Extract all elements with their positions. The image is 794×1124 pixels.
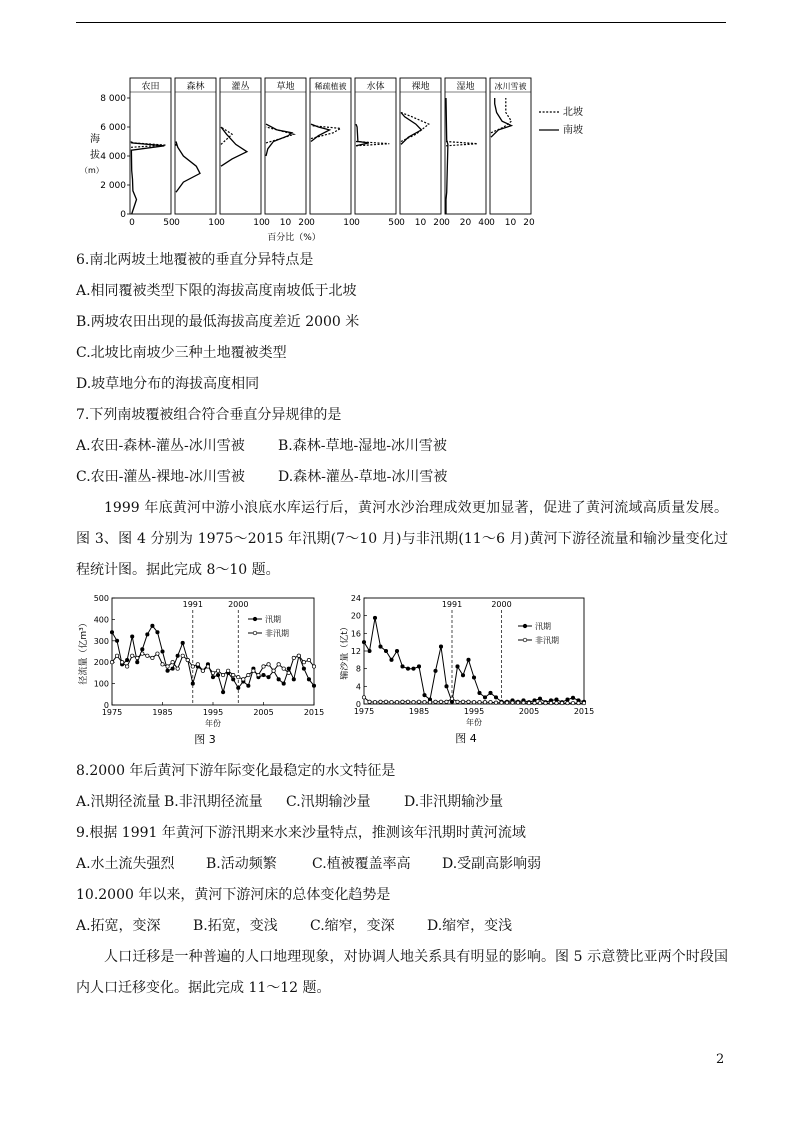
data-point <box>136 656 139 659</box>
y-tick-label: 400 <box>93 615 109 625</box>
data-point <box>307 658 310 661</box>
marker-label: 1991 <box>182 600 203 609</box>
passage-zambia-migration: 人口迁移是一种普遍的人口地理现象，对协调人地关系具有明显的影响。图 5 示意赞比亚两个时段国内人口迁移变化。据此完成 11～12 题。 <box>76 949 728 996</box>
q10-stem: 10.2000 年以来，黄河下游河床的总体变化趋势是 <box>76 887 391 903</box>
data-point <box>312 684 315 687</box>
panel-frame <box>220 78 261 214</box>
data-point <box>417 665 420 668</box>
figure-caption: 图 3 <box>194 733 216 746</box>
header-rule <box>76 22 726 23</box>
data-point <box>211 671 214 674</box>
data-point <box>472 701 475 704</box>
data-point <box>221 673 224 676</box>
data-point <box>247 684 250 687</box>
y-tick-label: 4 <box>355 682 361 692</box>
q7-option-b[interactable]: B.森林-草地-湿地-冰川雪被 <box>278 438 447 454</box>
data-point <box>544 701 547 704</box>
data-point <box>282 667 285 670</box>
q8-option-c[interactable]: C.汛期输沙量 <box>286 794 371 810</box>
q10-option-a[interactable]: A.拓宽，变深 <box>76 918 161 934</box>
x-tick-label: 10 <box>208 218 220 228</box>
x-tick-label: 0 <box>129 218 135 228</box>
data-point <box>522 701 525 704</box>
q7-stem: 7.下列南坡覆被组合符合垂直分异规律的是 <box>76 407 342 423</box>
south-slope-line <box>491 98 511 137</box>
x-tick-label: 2015 <box>303 708 325 717</box>
y-tick-label: 24 <box>350 594 361 603</box>
data-point <box>362 696 365 699</box>
south-slope-line <box>131 142 164 215</box>
x-tick-label: 40 <box>478 218 490 228</box>
data-point <box>401 665 404 668</box>
data-point <box>395 701 398 704</box>
data-point <box>461 674 464 677</box>
x-axis-label: 年份 <box>466 718 482 727</box>
y-tick-label: 100 <box>93 679 109 689</box>
data-point <box>206 665 209 668</box>
data-point <box>505 701 508 704</box>
data-point <box>191 682 194 685</box>
q9-stem: 9.根据 1991 年黄河下游汛期来水来沙量特点，推测该年汛期时黄河流域 <box>76 825 526 841</box>
data-point <box>307 678 310 681</box>
x-tick-label: 50 <box>388 218 400 228</box>
legend-label: 非汛期 <box>265 629 289 638</box>
y-tick-label: 4 000 <box>100 152 126 162</box>
data-point <box>555 698 558 701</box>
data-point <box>555 701 558 704</box>
y-tick-label: 300 <box>93 636 109 646</box>
data-point <box>571 701 574 704</box>
south-slope-line <box>176 142 200 193</box>
x-tick-label: 0 <box>354 218 360 228</box>
panel-title: 湿地 <box>456 82 475 92</box>
x-tick-label: 0 <box>174 218 180 228</box>
y-tick-label: 2 000 <box>100 181 126 191</box>
y-axis-label: 拔 <box>90 150 100 161</box>
x-tick-label: 10 <box>504 218 517 228</box>
panel-title: 裸地 <box>411 82 430 92</box>
data-point <box>247 673 250 676</box>
data-point <box>406 667 409 670</box>
x-tick-label: 0 <box>219 218 225 228</box>
legend-marker <box>253 617 257 621</box>
panel-title: 灌丛 <box>231 82 250 92</box>
figure-4 <box>340 580 600 754</box>
panel-frame <box>265 78 306 214</box>
panel-frame <box>490 78 531 214</box>
x-tick-label: 10 <box>279 218 292 228</box>
south-slope-line <box>266 124 292 156</box>
y-axis-label: （m） <box>80 166 104 175</box>
x-tick-label: 10 <box>414 218 427 228</box>
y-tick-label: 0 <box>355 700 361 709</box>
y-tick-label: 8 000 <box>100 94 126 104</box>
data-point <box>368 700 371 703</box>
data-point <box>390 658 393 661</box>
data-point <box>478 701 481 704</box>
data-point <box>412 701 415 704</box>
x-tick-label: 50 <box>163 218 175 228</box>
data-point <box>131 635 134 638</box>
data-point <box>191 665 194 668</box>
data-point <box>110 631 113 634</box>
series-line <box>364 618 584 702</box>
data-point <box>242 678 245 681</box>
x-tick-label: 1985 <box>408 707 430 716</box>
data-point <box>237 675 240 678</box>
legend-marker <box>523 624 527 628</box>
legend-marker <box>523 638 527 642</box>
south-slope-line <box>446 98 448 214</box>
data-point <box>456 700 459 703</box>
data-point <box>267 663 270 666</box>
data-point <box>423 701 426 704</box>
data-point <box>115 639 118 642</box>
data-point <box>171 661 174 664</box>
data-point <box>216 669 219 672</box>
land-cover-svg <box>76 76 596 246</box>
x-tick-label: 2005 <box>253 708 274 717</box>
y-axis-label: 海 <box>90 134 100 145</box>
q7-options-row1 <box>76 436 447 456</box>
data-point <box>461 700 464 703</box>
q6-option-d[interactable]: D.坡草地分布的海拔高度相同 <box>76 376 260 392</box>
data-point <box>489 691 492 694</box>
x-tick-label: 1975 <box>353 707 375 716</box>
q7-options-row2 <box>76 467 447 487</box>
figure-3 <box>76 588 326 754</box>
data-point <box>226 669 229 672</box>
plot-frame <box>112 598 314 705</box>
data-point <box>141 648 144 651</box>
x-tick-label: 2005 <box>518 707 540 716</box>
data-point <box>257 673 260 676</box>
y-tick-label: 6 000 <box>100 123 126 133</box>
x-tick-label: 0 <box>309 218 315 228</box>
data-point <box>181 654 184 657</box>
q10-option-b[interactable]: B.拓宽，变浅 <box>193 918 278 934</box>
data-point <box>277 663 280 666</box>
q9-option-a[interactable]: A.水土流失强烈 <box>76 856 175 872</box>
data-point <box>494 701 497 704</box>
data-point <box>115 654 118 657</box>
data-point <box>201 669 204 672</box>
x-axis-label: 年份 <box>205 719 221 728</box>
data-point <box>582 701 585 704</box>
x-tick-label: 1995 <box>463 707 485 716</box>
page-number: 2 <box>716 1052 725 1067</box>
north-slope-line <box>446 142 477 146</box>
q9-option-b[interactable]: B.活动频繁 <box>206 856 277 872</box>
data-point <box>110 661 113 664</box>
data-point <box>379 700 382 703</box>
q7-option-d[interactable]: D.森林-灌丛-草地-冰川雪被 <box>278 469 448 485</box>
data-point <box>384 700 387 703</box>
y-tick-label: 0 <box>103 701 109 710</box>
data-point <box>450 697 453 700</box>
q9-option-c[interactable]: C.植被覆盖率高 <box>312 856 411 872</box>
data-point <box>571 696 574 699</box>
data-point <box>161 650 164 653</box>
data-point <box>439 700 442 703</box>
y-tick-label: 8 <box>355 664 361 674</box>
x-tick-label: 20 <box>459 218 472 228</box>
x-tick-label: 1985 <box>152 708 173 717</box>
data-point <box>472 676 475 679</box>
x-tick-label: 20 <box>523 218 535 228</box>
data-point <box>262 665 265 668</box>
panel-frame <box>310 78 351 214</box>
data-point <box>428 701 431 704</box>
data-point <box>156 652 159 655</box>
data-point <box>445 685 448 688</box>
data-point <box>390 701 393 704</box>
data-point <box>500 701 503 704</box>
data-point <box>538 697 541 700</box>
y-tick-label: 0 <box>120 210 126 220</box>
marker-label: 1991 <box>441 600 463 609</box>
q10-option-c[interactable]: C.缩窄，变深 <box>310 918 395 934</box>
data-point <box>176 667 179 670</box>
q8-stem: 8.2000 年后黄河下游年际变化最稳定的水文特征是 <box>76 763 396 779</box>
data-point <box>181 641 184 644</box>
panel-frame <box>175 78 216 214</box>
data-point <box>417 700 420 703</box>
data-point <box>494 696 497 699</box>
data-point <box>267 675 270 678</box>
y-tick-label: 12 <box>350 647 361 656</box>
data-point <box>120 661 123 664</box>
panel-title: 冰川雪被 <box>494 82 527 91</box>
data-point <box>302 667 305 670</box>
marker-label: 2000 <box>228 600 249 609</box>
panel-title: 草地 <box>276 82 295 92</box>
data-point <box>146 633 149 636</box>
legend-label: 非汛期 <box>535 636 559 645</box>
data-point <box>151 624 154 627</box>
x-axis-label: 百分比（%） <box>267 233 321 243</box>
x-tick-label: 10 <box>253 218 265 228</box>
x-tick-label: 1995 <box>202 708 224 717</box>
x-tick-label: 0 <box>264 218 270 228</box>
panel-title: 农田 <box>141 82 160 92</box>
x-tick-label: 0 <box>399 218 405 228</box>
data-point <box>302 661 305 664</box>
data-point <box>262 673 265 676</box>
figure-4-svg <box>340 580 600 754</box>
data-point <box>516 701 519 704</box>
y-axis-label: 输沙量（亿t） <box>340 622 350 680</box>
y-tick-label: 20 <box>350 611 361 621</box>
data-point <box>221 690 224 693</box>
legend-label: 汛期 <box>265 615 281 624</box>
data-point <box>533 701 536 704</box>
panel-title: 水体 <box>366 82 385 92</box>
south-slope-line <box>221 127 247 166</box>
x-tick-label: 10 <box>343 218 355 228</box>
data-point <box>232 678 235 681</box>
data-point <box>277 678 280 681</box>
data-point <box>146 654 149 657</box>
data-point <box>216 673 219 676</box>
data-point <box>136 661 139 664</box>
data-point <box>384 649 387 652</box>
data-point <box>549 701 552 704</box>
data-point <box>211 675 214 678</box>
data-point <box>125 658 128 661</box>
data-point <box>560 701 563 704</box>
data-point <box>186 658 189 661</box>
data-point <box>467 700 470 703</box>
y-tick-label: 16 <box>350 629 361 639</box>
data-point <box>166 669 169 672</box>
q6-option-b[interactable]: B.两坡农田出现的最低海拔高度差近 2000 米 <box>76 314 360 330</box>
data-point <box>511 701 514 704</box>
q7-option-a[interactable]: A.农田-森林-灌丛-冰川雪被 <box>76 438 245 454</box>
q10-option-d[interactable]: D.缩窄，变浅 <box>427 918 513 934</box>
q10-options <box>76 916 512 936</box>
data-point <box>272 669 275 672</box>
data-point <box>237 686 240 689</box>
x-tick-label: 0 <box>489 218 495 228</box>
q6-option-c[interactable]: C.北坡比南坡少三种土地覆被类型 <box>76 345 287 361</box>
data-point <box>379 645 382 648</box>
data-point <box>131 654 134 657</box>
data-point <box>196 663 199 666</box>
data-point <box>395 649 398 652</box>
data-point <box>312 665 315 668</box>
data-point <box>434 669 437 672</box>
legend-north-label: 北坡 <box>563 107 583 118</box>
q8-option-d[interactable]: D.非汛期输沙量 <box>404 794 504 810</box>
y-axis-label: 径流量（亿m³） <box>79 618 89 685</box>
data-point <box>489 701 492 704</box>
panel-title: 稀疏植被 <box>314 82 347 91</box>
data-point <box>439 645 442 648</box>
x-tick-label: 20 <box>298 218 310 228</box>
marker-label: 2000 <box>491 600 512 609</box>
data-point <box>538 701 541 704</box>
data-point <box>125 665 128 668</box>
data-point <box>292 656 295 659</box>
data-point <box>483 701 486 704</box>
data-point <box>252 669 255 672</box>
q9-options <box>76 854 541 874</box>
panel-frame <box>400 78 441 214</box>
legend-marker <box>253 631 257 635</box>
passage-yellow-river: 1999 年底黄河中游小浪底水库运行后，黄河水沙治理成效更加显著，促进了黄河流域高质量发展。图 3、图 4 分别为 1975～2015 年汛期(7～10 月)与非汛期(11～6 月)黄河下游径流量和输沙量变化过程统计图。据此完成 8～10 题。 <box>76 500 728 578</box>
data-point <box>368 649 371 652</box>
x-tick-label: 20 <box>433 218 445 228</box>
x-tick-label: 1975 <box>101 708 123 717</box>
data-point <box>156 631 159 634</box>
data-point <box>282 682 285 685</box>
data-point <box>373 616 376 619</box>
data-point <box>527 701 530 704</box>
data-point <box>406 700 409 703</box>
q8-option-b[interactable]: B.非汛期径流量 <box>164 794 263 810</box>
data-point <box>151 656 154 659</box>
data-point <box>483 696 486 699</box>
data-point <box>401 700 404 703</box>
data-point <box>166 665 169 668</box>
legend-label: 汛期 <box>535 622 551 631</box>
data-point <box>373 701 376 704</box>
data-point <box>423 693 426 696</box>
data-point <box>456 665 459 668</box>
data-point <box>478 691 481 694</box>
data-point <box>577 701 580 704</box>
figure-caption: 图 4 <box>455 732 477 745</box>
data-point <box>297 654 300 657</box>
data-point <box>141 652 144 655</box>
q6-stem: 6.南北两坡土地覆被的垂直分异特点是 <box>76 252 314 268</box>
figure-3-svg <box>76 588 326 754</box>
panel-title: 森林 <box>186 82 205 92</box>
data-point <box>566 698 569 701</box>
south-slope-line <box>356 124 369 146</box>
legend-south-label: 南坡 <box>563 125 583 136</box>
data-point <box>232 673 235 676</box>
data-point <box>362 640 365 643</box>
data-point <box>176 654 179 657</box>
south-slope-line <box>401 113 421 145</box>
q9-option-d[interactable]: D.受副高影响弱 <box>442 856 542 872</box>
data-point <box>292 678 295 681</box>
data-point <box>566 701 569 704</box>
data-point <box>434 700 437 703</box>
y-tick-label: 500 <box>93 594 109 603</box>
data-point <box>287 671 290 674</box>
y-tick-label: 200 <box>93 658 109 668</box>
q7-option-c[interactable]: C.农田-灌丛-裸地-冰川雪被 <box>76 469 245 485</box>
q6-option-a[interactable]: A.相同覆被类型下限的海拔高度南坡低于北坡 <box>76 283 357 299</box>
x-tick-label: 0 <box>444 218 450 228</box>
q8-option-a[interactable]: A.汛期径流量 <box>76 794 161 810</box>
data-point <box>171 667 174 670</box>
data-point <box>445 700 448 703</box>
data-point <box>412 667 415 670</box>
q8-options <box>76 792 503 812</box>
x-tick-label: 2015 <box>573 707 595 716</box>
data-point <box>467 658 470 661</box>
data-point <box>161 663 164 666</box>
land-cover-figure <box>76 76 596 246</box>
